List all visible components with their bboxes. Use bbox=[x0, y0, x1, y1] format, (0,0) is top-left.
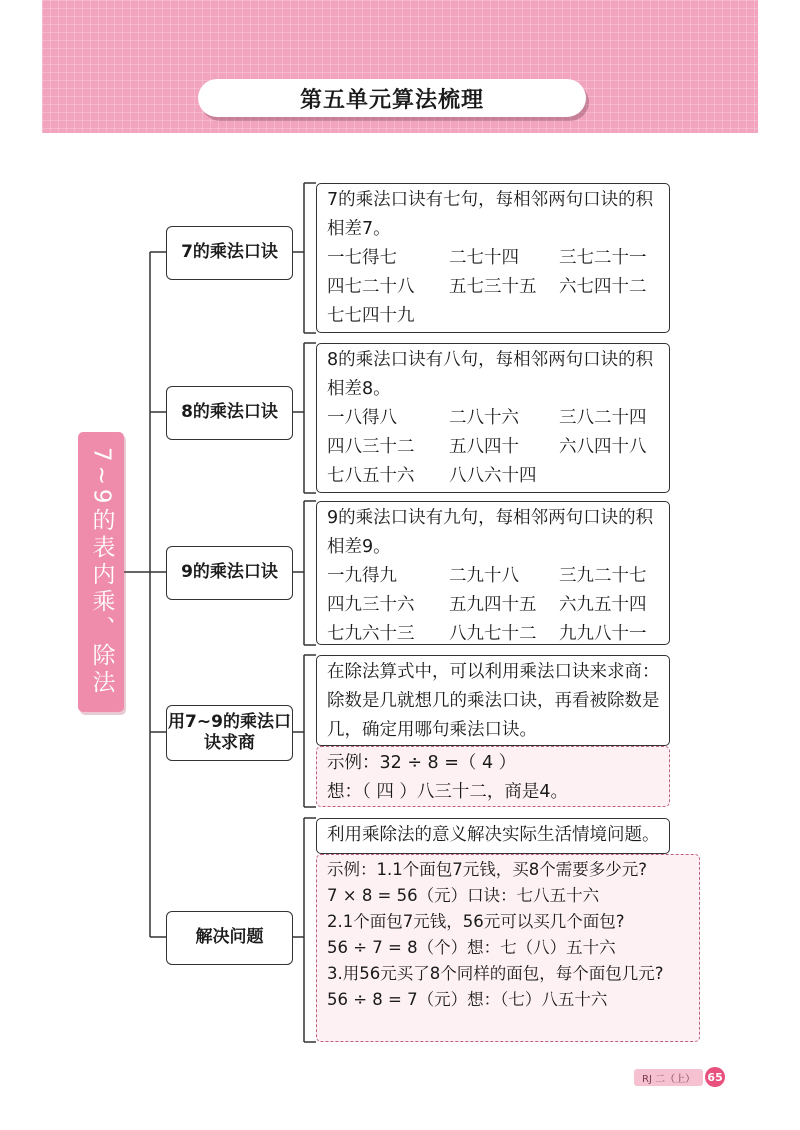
rhyme: 五七三十五 bbox=[449, 277, 537, 297]
topic-9-multiplication: 9的乘法口诀 bbox=[166, 546, 293, 600]
page-footer bbox=[634, 1067, 725, 1087]
rhyme: 五八四十 bbox=[449, 437, 519, 457]
rhyme-row bbox=[327, 404, 661, 433]
rhyme: 九九八十一 bbox=[559, 624, 647, 644]
box-8-table bbox=[316, 343, 670, 493]
rhyme: 四七二十八 bbox=[327, 277, 415, 297]
rhyme: 八八六十四 bbox=[449, 466, 537, 486]
topic-8-multiplication: 8的乘法口诀 bbox=[166, 386, 293, 440]
rhyme: 四八三十二 bbox=[327, 437, 415, 457]
rhyme: 一七得七 bbox=[327, 248, 397, 268]
rhyme: 二七十四 bbox=[449, 248, 519, 268]
solve-example-line: 3.用56元买了8个同样的面包，每个面包几元? bbox=[327, 964, 664, 983]
division-description-box bbox=[316, 655, 670, 746]
solve-example-box bbox=[316, 854, 700, 1042]
solve-example-line: 56 ÷ 7 = 8（个）想：七（八）五十六 bbox=[327, 938, 616, 957]
rhyme: 三八二十四 bbox=[559, 408, 647, 428]
rhyme: 一八得八 bbox=[327, 408, 397, 428]
rhyme: 五九四十五 bbox=[449, 595, 537, 615]
solve-example-line: 2.1个面包7元钱，56元可以买几个面包? bbox=[327, 912, 625, 931]
topic-problem-solving: 解决问题 bbox=[166, 911, 293, 965]
solve-example-line: 56 ÷ 8 = 7（元）想：（七）八五十六 bbox=[327, 990, 608, 1009]
rhyme: 八九七十二 bbox=[449, 624, 537, 644]
topic-7-multiplication: 7的乘法口诀 bbox=[166, 226, 293, 280]
solve-example-line: 示例：1.1个面包7元钱，买8个需要多少元? bbox=[327, 860, 647, 879]
box-8-intro: 8的乘法口诀有八句，每相邻两句口诀的积相差8。 bbox=[327, 350, 654, 399]
rhyme: 六七四十二 bbox=[559, 277, 647, 297]
topic-division: 用7~9的乘法口诀求商 bbox=[166, 705, 293, 761]
solve-example-line: 7 × 8 = 56（元）口诀：七八五十六 bbox=[327, 886, 600, 905]
unit-vertical-title bbox=[78, 432, 124, 712]
page-title: 第五单元算法梳理 bbox=[198, 79, 586, 117]
rhyme: 二九十八 bbox=[449, 566, 519, 586]
rhyme: 四九三十六 bbox=[327, 595, 415, 615]
box-7-table bbox=[316, 183, 670, 333]
box-9-intro: 9的乘法口诀有九句，每相邻两句口诀的积相差9。 bbox=[327, 508, 654, 557]
rhyme-row bbox=[327, 433, 661, 462]
rhyme-row bbox=[327, 620, 661, 649]
division-example-line: 示例：32 ÷ 8 =（ 4 ） bbox=[327, 753, 517, 773]
division-example-box bbox=[316, 746, 670, 807]
rhyme-row bbox=[327, 302, 661, 331]
solve-description: 利用乘除法的意义解决实际生活情境问题。 bbox=[327, 825, 660, 845]
edition-tag: RJ 二（上） bbox=[634, 1069, 703, 1086]
rhyme: 三九二十七 bbox=[559, 566, 647, 586]
page-number: 65 bbox=[705, 1067, 725, 1087]
rhyme: 七九六十三 bbox=[327, 624, 415, 644]
rhyme: 六九五十四 bbox=[559, 595, 647, 615]
rhyme: 七七四十九 bbox=[327, 306, 415, 326]
division-description: 在除法算式中，可以利用乘法口诀来求商：除数是几就想几的乘法口诀，再看被除数是几，确定用哪句乘法口诀。 bbox=[327, 662, 660, 740]
division-example-line: 想：（ 四 ）八三十二，商是4。 bbox=[327, 782, 569, 802]
rhyme: 二八十六 bbox=[449, 408, 519, 428]
rhyme-row bbox=[327, 273, 661, 302]
rhyme: 一九得九 bbox=[327, 566, 397, 586]
unit-vertical-title-text: 7~9的表内乘、除法 bbox=[88, 447, 115, 697]
rhyme-row bbox=[327, 462, 661, 491]
rhyme-row bbox=[327, 562, 661, 591]
box-7-intro: 7的乘法口诀有七句，每相邻两句口诀的积相差7。 bbox=[327, 190, 654, 239]
rhyme-row bbox=[327, 244, 661, 273]
solve-description-box bbox=[316, 818, 670, 854]
rhyme: 三七二十一 bbox=[559, 248, 647, 268]
rhyme: 六八四十八 bbox=[559, 437, 647, 457]
rhyme: 七八五十六 bbox=[327, 466, 415, 486]
rhyme-row bbox=[327, 591, 661, 620]
box-9-table bbox=[316, 501, 670, 645]
